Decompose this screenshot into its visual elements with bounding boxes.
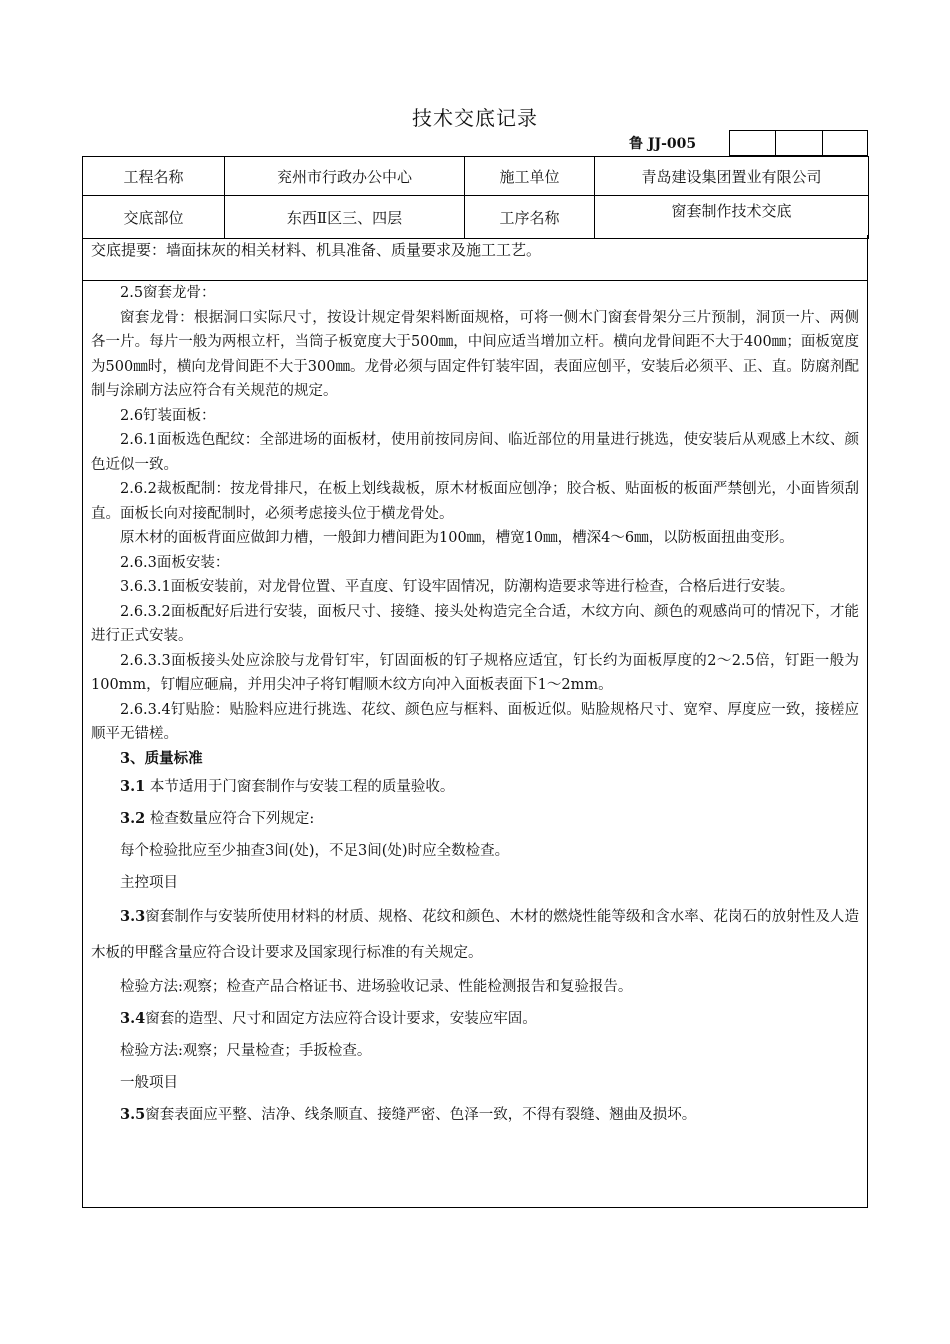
paragraph-inspection-method-2: 检验方法:观察；尺量检查；手扳检查。 bbox=[120, 1043, 372, 1059]
general-items-heading: 一般项目 bbox=[120, 1075, 178, 1091]
contractor-label: 施工单位 bbox=[465, 157, 595, 196]
paragraph-3-5 bbox=[91, 1099, 859, 1131]
project-name-value: 兖州市行政办公中心 bbox=[225, 157, 465, 196]
code-box-3 bbox=[822, 130, 868, 156]
code-box-2 bbox=[775, 130, 823, 156]
paragraph-3-6-3-1: 3.6.3.1面板安装前，对龙骨位置、平直度、钉设牢固情况，防潮构造要求等进行检查，合格后进行安装。 bbox=[120, 579, 795, 595]
paragraph-2-6-3-4: 2.6.3.4钉贴脸：贴脸料应进行挑选、花纹、颜色应与框料、面板近似。贴脸规格尺寸、宽窄、厚度应一致，接槎应顺平无错槎。 bbox=[91, 701, 859, 742]
paragraph-inspection-method-1: 检验方法:观察；检查产品合格证书、进场验收记录、性能检测报告和复验报告。 bbox=[120, 979, 633, 995]
section-2-6-heading: 2.6钉装面板： bbox=[120, 407, 216, 424]
header-row-2 bbox=[83, 196, 869, 239]
paragraph-relief-groove: 原木材的面板背面应做卸力槽，一般卸力槽间距为100㎜，槽宽10㎜，槽深4～6㎜，以防板面扭曲变形。 bbox=[120, 530, 794, 546]
clause-text: 窗套制作与安装所使用材料的材质、规格、花纹和颜色、木材的燃烧性能等级和含水率、花岗石的放射性及人造木板的甲醛含量应符合设计要求及国家现行标准的有关规定。 bbox=[91, 909, 859, 961]
paragraph-sampling: 每个检验批应至少抽查3间(处)，不足3间(处)时应全数检查。 bbox=[120, 843, 510, 859]
disclosure-summary: 交底提要：墙面抹灰的相关材料、机具准备、质量要求及施工工艺。 bbox=[82, 235, 868, 281]
clause-text: 窗套的造型、尺寸和固定方法应符合设计要求，安装应牢固。 bbox=[145, 1011, 537, 1027]
paragraph-2-6-3-2: 2.6.3.2面板配好后进行安装，面板尺寸、接缝、接头处构造完全合适，木纹方向、颜色的观感尚可的情况下，才能进行正式安装。 bbox=[91, 603, 859, 644]
clause-text: 检查数量应符合下列规定: bbox=[145, 811, 315, 827]
paragraph-3-4 bbox=[91, 1003, 859, 1035]
header-row-1 bbox=[83, 157, 869, 196]
header-table bbox=[82, 156, 869, 239]
paragraph-2-6-3-3: 2.6.3.3面板接头处应涂胶与龙骨钉牢，钉固面板的钉子规格应适宜，钉长约为面板厚度的2～2.5倍，钉距一般为100mm，钉帽应砸扁，并用尖冲子将钉帽顺木纹方向冲入面板表面下1～2mm。 bbox=[91, 652, 859, 693]
page-title: 技术交底记录 bbox=[412, 106, 538, 130]
clause-number: 3.2 bbox=[120, 810, 146, 827]
clause-number: 3.1 bbox=[120, 778, 146, 795]
clause-text: 窗套表面应平整、洁净、线条顺直、接缝严密、色泽一致，不得有裂缝、翘曲及损坏。 bbox=[145, 1107, 697, 1123]
document-code: 鲁 JJ-005 bbox=[629, 136, 697, 152]
paragraph-frame: 窗套龙骨：根据洞口实际尺寸，按设计规定骨架料断面规格，可将一侧木门窗套骨架分三片预制，洞顶一片、两侧各一片。每片一般为两根立杆，当筒子板宽度大于500㎜，中间应适当增加立杆。横向龙骨间距不大于400㎜；面板宽度为500㎜时，横向龙骨间距不大于300㎜。龙骨必须与固定件钉装牢固，表面应刨平，安装后必须平、正、直。防腐剂配制与涂刷方法应符合有关规范的规定。 bbox=[91, 309, 859, 399]
location-value: 东西Ⅱ区三、四层 bbox=[225, 196, 465, 239]
main-items-heading: 主控项目 bbox=[120, 875, 178, 891]
process-label: 工序名称 bbox=[465, 196, 595, 239]
section-2-6-3-heading: 2.6.3面板安装： bbox=[120, 554, 230, 571]
project-name-label: 工程名称 bbox=[83, 157, 225, 196]
section-3-heading: 3、质量标准 bbox=[120, 749, 203, 767]
paragraph-3-2 bbox=[91, 803, 859, 835]
document-code-row bbox=[0, 130, 950, 156]
paragraph-3-1 bbox=[91, 771, 859, 803]
clause-number: 3.3 bbox=[120, 908, 146, 925]
contractor-value: 青岛建设集团置业有限公司 bbox=[595, 157, 869, 196]
code-box-1 bbox=[729, 130, 776, 156]
paragraph-2-6-1: 2.6.1面板选色配纹：全部进场的面板材，使用前按同房间、临近部位的用量进行挑选，使安装后从观感上木纹、颜色近似一致。 bbox=[91, 432, 859, 473]
process-value: 窗套制作技术交底 bbox=[595, 196, 869, 239]
paragraph-3-3 bbox=[91, 899, 859, 971]
disclosure-body bbox=[82, 281, 868, 1208]
section-2-5-heading: 2.5窗套龙骨： bbox=[120, 285, 216, 301]
location-label: 交底部位 bbox=[83, 196, 225, 239]
clause-number: 3.4 bbox=[120, 1010, 146, 1027]
paragraph-2-6-2: 2.6.2裁板配制：按龙骨排尺，在板上划线裁板，原木材板面应刨净；胶合板、贴面板的板面严禁刨光，小面皆须刮直。面板长向对接配制时，必须考虑接头位于横龙骨处。 bbox=[91, 481, 859, 522]
clause-text: 本节适用于门窗套制作与安装工程的质量验收。 bbox=[145, 779, 455, 795]
clause-number: 3.5 bbox=[120, 1106, 146, 1123]
